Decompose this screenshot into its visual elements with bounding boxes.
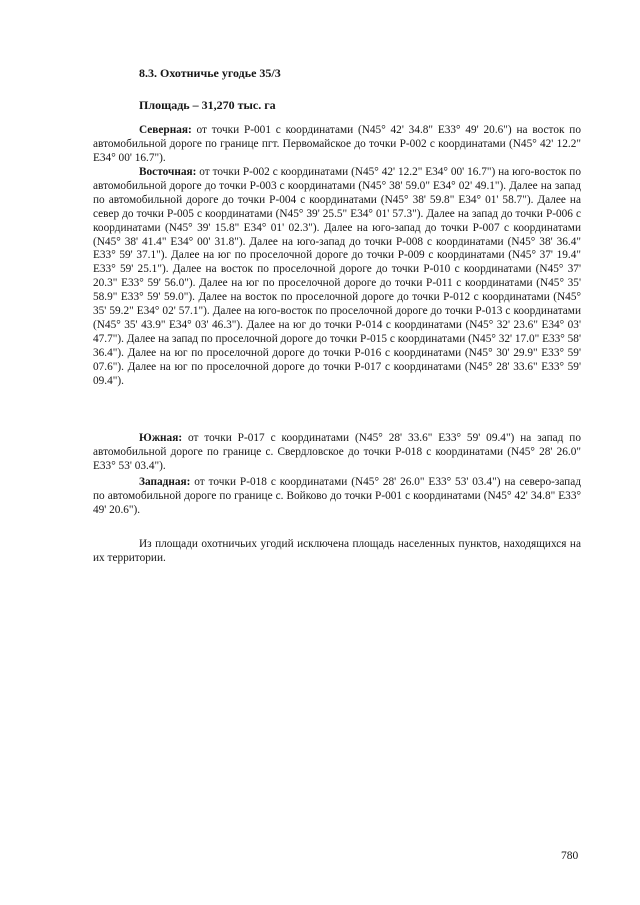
south-boundary-paragraph bbox=[93, 432, 581, 474]
exclusion-note: Из площади охотничьих угодий исключена площадь населенных пунктов, находящихся на их территории. bbox=[93, 538, 581, 564]
page-number: 780 bbox=[561, 850, 579, 862]
east-boundary-label: Восточная: bbox=[139, 166, 197, 178]
east-boundary-text: от точки Р-002 с координатами (N45° 42' 12.2" E34° 00' 16.7") на юго-восток по автомобильной дороге до точки Р-003 с координатами (N45° 38' 59.0" E34° 02' 49.1"). Далее на запад по автомобильной дороге до точки Р-004 с координатами (N45° 38' 59.8" E34° 01' 58.7"). Далее на север до точки Р-005 с координатами (N45° 39' 25.5" E34° 01' 57.3"). Далее на запад до точки Р-006 с координатами (N45° 39' 15.8" E34° 01' 02.3"). Далее на юго-запад до точки Р-007 с координатами (N45° 38' 41.4" E34° 00' 31.8"). Далее на юго-запад до точки Р-008 с координатами (N45° 38' 36.4" E33° 59' 37.1"). Далее на юг по проселочной дороге до точки Р-009 с координатами (N45° 37' 19.4" E33° 59' 25.1"). Далее на восток по проселочной дороге до точки Р-010 с координатами (N45° 37' 20.3" E33° 59' 56.0"). Далее на юг по проселочной дороге до точки Р-011 с координатами (N45° 35' 58.9" E33° 59' 59.0"). Далее на восток по проселочной дороге до точки Р-012 с координатами (N45° 35' 59.2" E34° 02' 57.1"). Далее на юго-восток по проселочной дороге до точки Р-013 с координатами (N45° 35' 43.9" E34° 03' 46.3"). Далее на юг до точки Р-014 с координатами (N45° 32' 23.6" E34° 03' 47.7"). Далее на запад по проселочной дороге до точки Р-015 с координатами (N45° 32' 17.0" E33° 58' 36.4"). Далее на юг по проселочной дороге до точки Р-016 с координатами (N45° 30' 29.9" E33° 59' 07.6"). Далее на юг по проселочной дороге до точки Р-017 с координатами (N45° 28' 33.6" E33° 59' 09.4"). bbox=[93, 166, 581, 387]
area-line: Площадь – 31,270 тыс. га bbox=[139, 98, 276, 112]
west-boundary-text: от точки Р-018 с координатами (N45° 28' 26.0" E33° 53' 03.4") на северо-запад по автомобильной дороге по границе с. Войково до точки Р-001 с координатами (N45° 42' 34.8" E33° 49' 20.6"). bbox=[93, 476, 581, 516]
south-boundary-text: от точки Р-017 с координатами (N45° 28' 33.6" E33° 59' 09.4") на запад по автомобильной дороге по границе с. Свердловское до точки Р-018 с координатами (N45° 28' 26.0" E33° 53' 03.4"). bbox=[93, 432, 581, 472]
east-boundary-paragraph bbox=[93, 166, 581, 389]
north-boundary-label: Северная: bbox=[139, 124, 192, 136]
west-boundary-paragraph bbox=[93, 476, 581, 518]
north-boundary-paragraph bbox=[93, 124, 581, 166]
south-boundary-label: Южная: bbox=[139, 432, 183, 444]
north-boundary-text: от точки Р-001 с координатами (N45° 42' 34.8" E33° 49' 20.6") на восток по автомобильной дороге по границе пгт. Первомайское до точки Р-002 с координатами (N45° 42' 12.2" E34° 00' 16.7"). bbox=[93, 124, 581, 164]
west-boundary-label: Западная: bbox=[139, 476, 191, 488]
section-title: 8.3. Охотничье угодье 35/3 bbox=[139, 66, 281, 80]
